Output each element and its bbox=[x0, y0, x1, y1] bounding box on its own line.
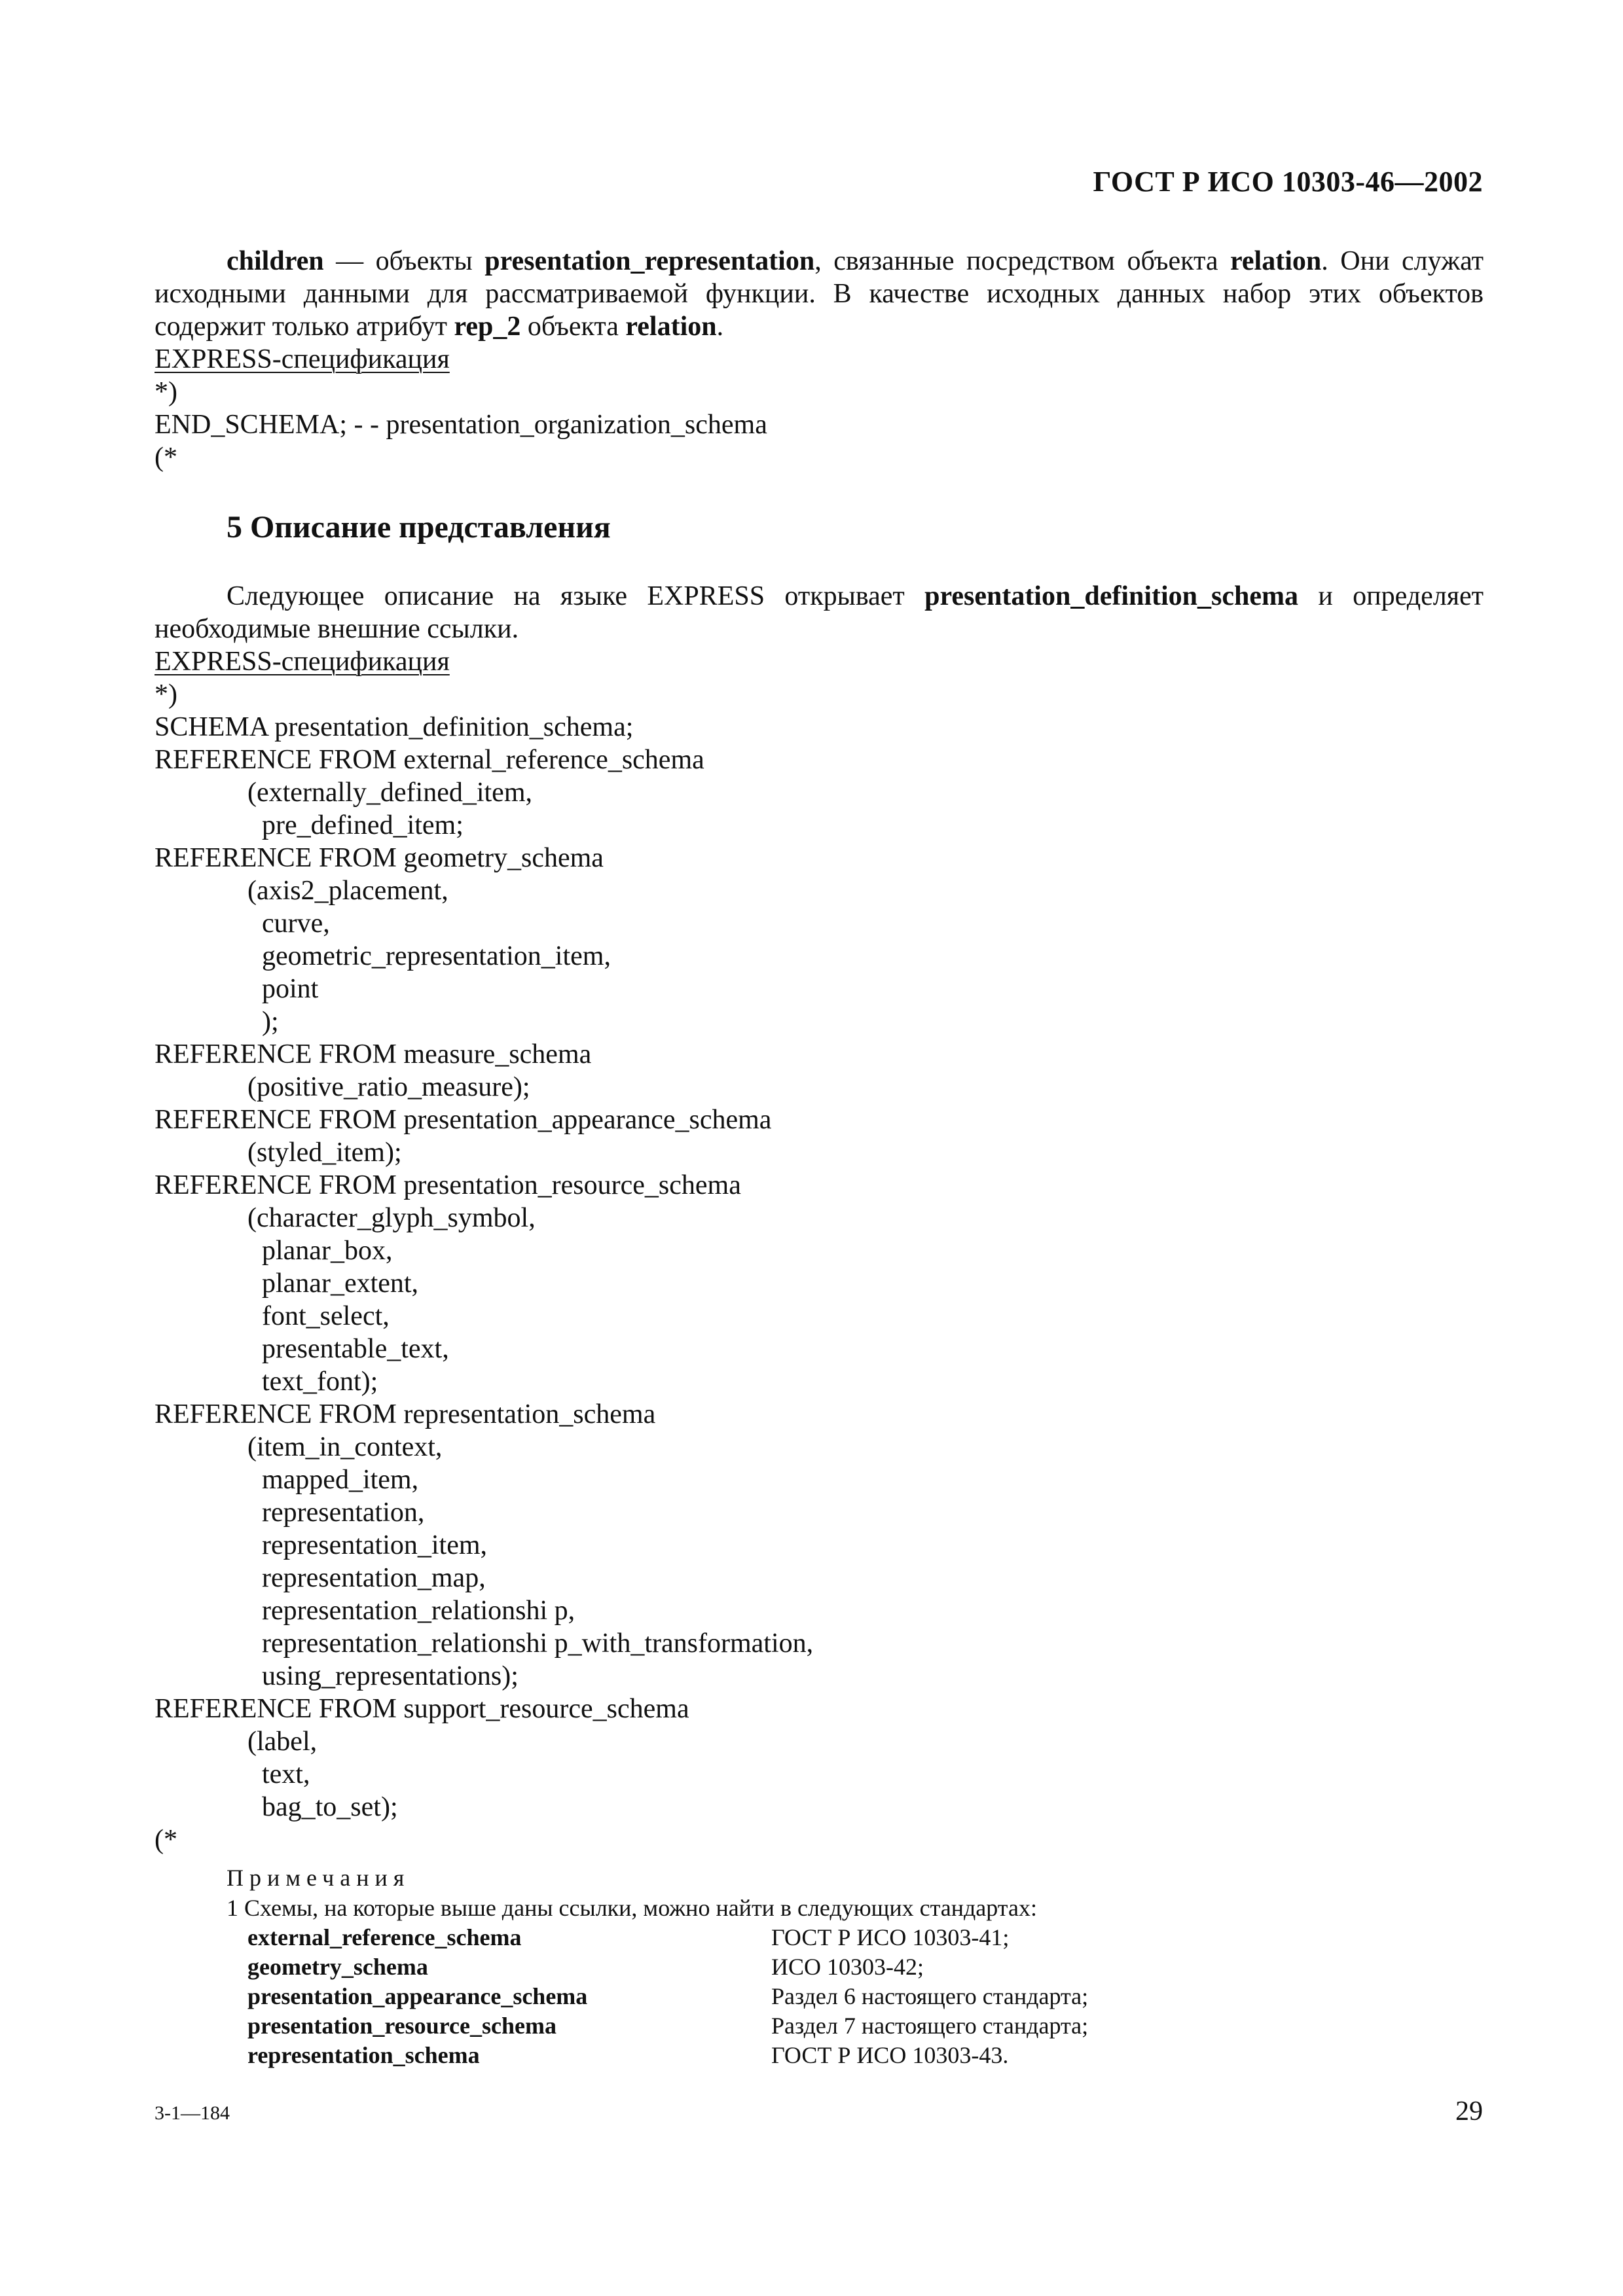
schema-reference-table bbox=[247, 1923, 1088, 2070]
schema-name: representation_schema bbox=[247, 2042, 480, 2068]
term-children: children bbox=[227, 246, 324, 276]
schema-reference-row bbox=[247, 2011, 1088, 2041]
text-fragment: . bbox=[716, 312, 724, 342]
reference-item: text_font); bbox=[262, 1367, 378, 1397]
reference-item: point bbox=[262, 974, 319, 1004]
text-fragment: Следующее описание на языке EXPRESS открывает bbox=[227, 581, 925, 611]
standard-code-header: ГОСТ Р ИСО 10303-46—2002 bbox=[1093, 166, 1483, 198]
text-fragment: объекта bbox=[520, 312, 626, 342]
schema-source: ГОСТ Р ИСО 10303-43. bbox=[771, 2042, 1009, 2068]
reference-item: (positive_ratio_measure); bbox=[247, 1072, 530, 1102]
reference-item: representation_map, bbox=[262, 1563, 486, 1593]
schema-reference-row bbox=[247, 1923, 1088, 1952]
children-definition-paragraph bbox=[155, 245, 1484, 343]
reference-line: REFERENCE FROM representation_schema bbox=[155, 1399, 656, 1429]
text-fragment: . Они служат исходными данными для рассматриваемой функции. В качестве исходных данных набор этих объектов содержит только атрибут bbox=[155, 246, 1484, 342]
reference-item: mapped_item, bbox=[262, 1465, 419, 1495]
bold-fragment: relation bbox=[1230, 246, 1322, 276]
reference-item: (item_in_context, bbox=[247, 1432, 443, 1462]
reference-item: representation_relationshi p_with_transformation, bbox=[262, 1628, 814, 1659]
reference-line: REFERENCE FROM presentation_resource_schema bbox=[155, 1170, 741, 1200]
text-fragment: — объекты bbox=[323, 246, 485, 276]
schema-reference-row bbox=[247, 1952, 1088, 1982]
schema-source: Раздел 6 настоящего стандарта; bbox=[771, 1983, 1089, 2009]
reference-item: curve, bbox=[262, 908, 330, 939]
reference-item: bag_to_set); bbox=[262, 1792, 398, 1822]
bold-fragment: presentation_representation bbox=[484, 246, 815, 276]
schema-name: geometry_schema bbox=[247, 1954, 428, 1980]
schema-source: Раздел 7 настоящего стандарта; bbox=[771, 2013, 1089, 2039]
reference-line: REFERENCE FROM presentation_appearance_schema bbox=[155, 1105, 772, 1135]
bold-fragment: rep_2 bbox=[454, 312, 521, 342]
schema-name: presentation_appearance_schema bbox=[247, 1983, 588, 2009]
reference-item: pre_defined_item; bbox=[262, 810, 464, 840]
reference-item: using_representations); bbox=[262, 1661, 519, 1691]
reference-item: font_select, bbox=[262, 1301, 390, 1331]
reference-item: planar_extent, bbox=[262, 1268, 419, 1299]
notes-heading: Примечания bbox=[227, 1865, 410, 1891]
reference-item: geometric_representation_item, bbox=[262, 941, 611, 971]
express-line: (* bbox=[155, 442, 177, 473]
reference-item: (label, bbox=[247, 1727, 318, 1757]
schema-reference-row bbox=[247, 2041, 1088, 2070]
reference-item: ); bbox=[262, 1007, 279, 1037]
reference-item: text, bbox=[262, 1759, 310, 1789]
bold-fragment: relation bbox=[625, 312, 717, 342]
schema-source: ГОСТ Р ИСО 10303-41; bbox=[771, 1924, 1010, 1950]
text-fragment: , связанные посредством объекта bbox=[814, 246, 1231, 276]
reference-item: presentable_text, bbox=[262, 1334, 449, 1364]
reference-line: REFERENCE FROM external_reference_schema bbox=[155, 745, 704, 775]
schema-name: external_reference_schema bbox=[247, 1924, 522, 1950]
schema-source: ИСО 10303-42; bbox=[771, 1954, 924, 1980]
reference-item: representation, bbox=[262, 1498, 425, 1528]
section-intro-paragraph bbox=[155, 580, 1484, 645]
bold-fragment: presentation_definition_schema bbox=[924, 581, 1299, 611]
express-line: *) bbox=[155, 377, 177, 407]
print-code: 3-1—184 bbox=[155, 2102, 230, 2124]
reference-item: representation_item, bbox=[262, 1530, 488, 1560]
reference-line: REFERENCE FROM geometry_schema bbox=[155, 843, 604, 873]
text-fragment: и определяет необходимые внешние ссылки. bbox=[155, 581, 1484, 644]
section-heading: 5 Описание представления bbox=[227, 510, 611, 545]
express-line: *) bbox=[155, 679, 177, 709]
express-line: SCHEMA presentation_definition_schema; bbox=[155, 712, 634, 742]
reference-line: REFERENCE FROM measure_schema bbox=[155, 1039, 592, 1069]
schema-reference-row bbox=[247, 1982, 1088, 2011]
reference-item: representation_relationshi p, bbox=[262, 1596, 575, 1626]
express-line: END_SCHEMA; - - presentation_organization_schema bbox=[155, 410, 767, 440]
reference-item: planar_box, bbox=[262, 1236, 393, 1266]
schema-name: presentation_resource_schema bbox=[247, 2013, 556, 2039]
express-spec-label: EXPRESS-спецификация bbox=[155, 647, 450, 677]
reference-item: (externally_defined_item, bbox=[247, 778, 532, 808]
reference-item: (styled_item); bbox=[247, 1138, 402, 1168]
express-line: (* bbox=[155, 1825, 177, 1855]
express-spec-label: EXPRESS-спецификация bbox=[155, 344, 450, 374]
reference-item: (character_glyph_symbol, bbox=[247, 1203, 536, 1233]
page-number: 29 bbox=[1455, 2096, 1483, 2126]
reference-line: REFERENCE FROM support_resource_schema bbox=[155, 1694, 689, 1724]
note-1: 1 Схемы, на которые выше даны ссылки, можно найти в следующих стандартах: bbox=[227, 1895, 1037, 1921]
reference-item: (axis2_placement, bbox=[247, 876, 448, 906]
